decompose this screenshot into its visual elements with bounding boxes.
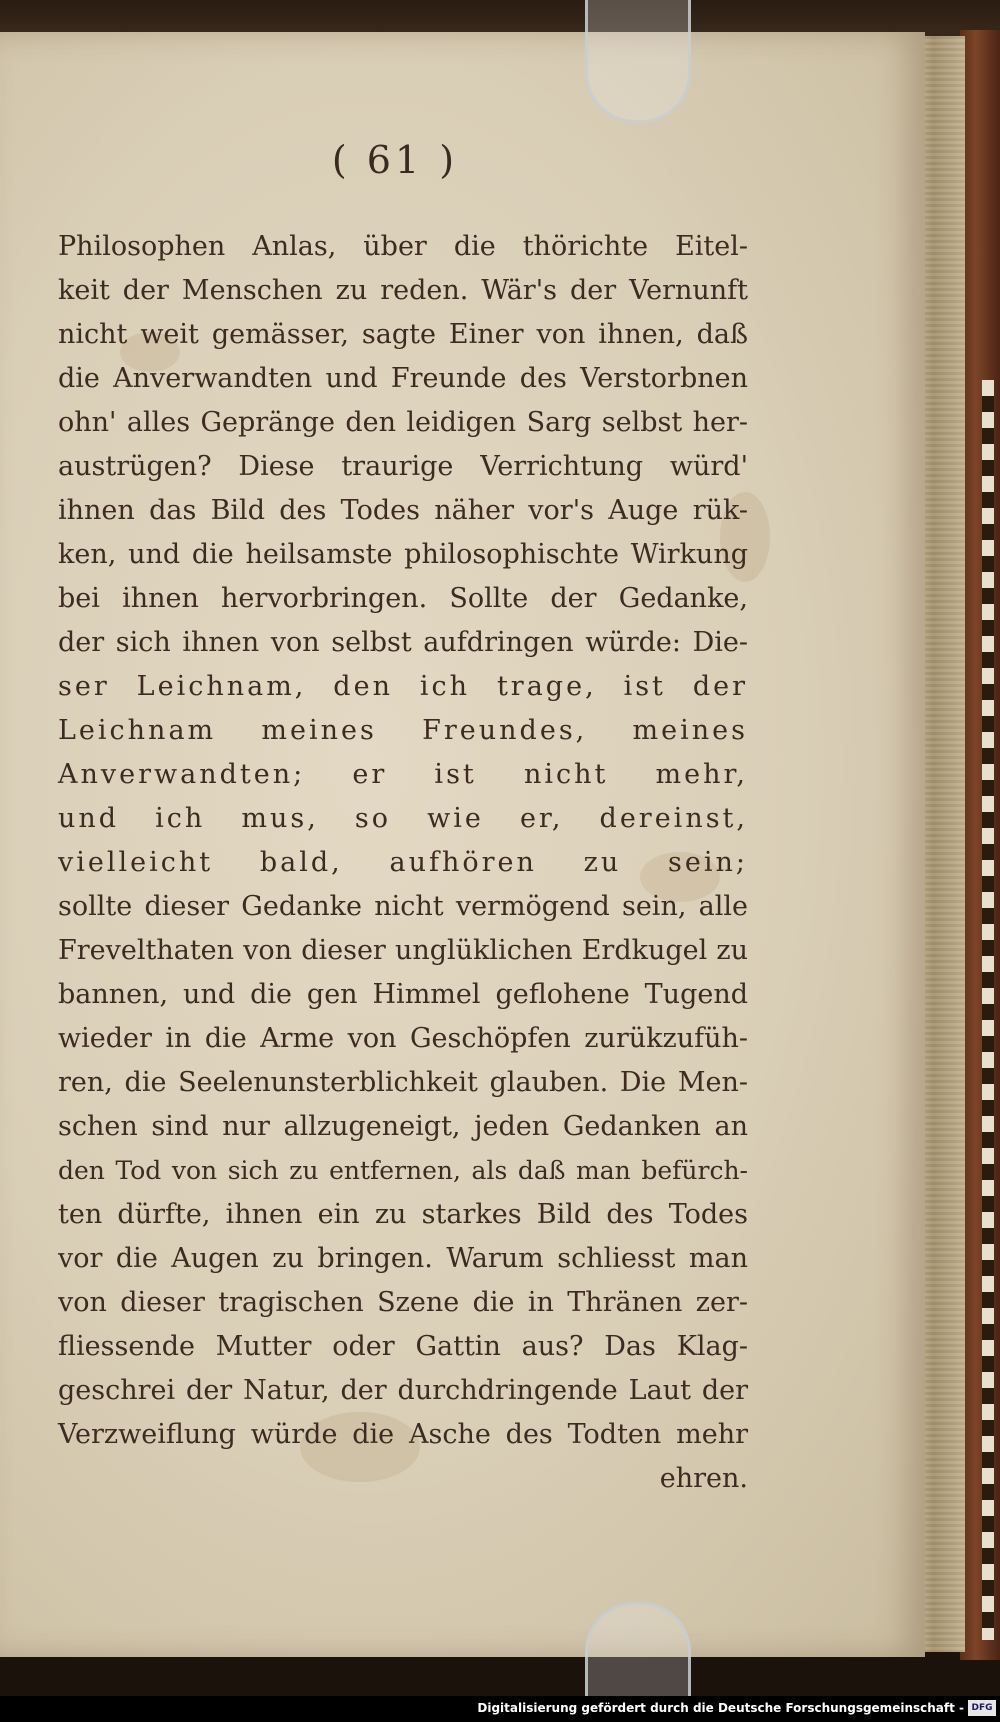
text-line: nicht weit gemässer, sagte Einer von ihnen, daß bbox=[58, 319, 748, 350]
text-line: geschrei der Natur, der durchdringende Laut der bbox=[58, 1375, 748, 1406]
text-line: ren, die Seelenunsterblichkeit glauben. Die Men- bbox=[58, 1067, 748, 1098]
text-line: Philosophen Anlas, über die thörichte Eitel- bbox=[58, 231, 748, 262]
text-line: die Anverwandten und Freunde des Verstorbnen bbox=[58, 363, 748, 394]
page-number: ( 61 ) bbox=[331, 138, 459, 182]
text-line: bei ihnen hervorbringen. Sollte der Gedanke, bbox=[58, 583, 748, 614]
dfg-logo: DFG bbox=[968, 1700, 996, 1716]
text-line: vor die Augen zu bringen. Warum schliesst man bbox=[58, 1243, 748, 1274]
text-line: fliessende Mutter oder Gattin aus? Das Klag- bbox=[58, 1331, 748, 1362]
text-line: austrügen? Diese traurige Verrichtung würd' bbox=[58, 451, 748, 482]
page-edge-markers bbox=[982, 380, 994, 1640]
page-clip-top bbox=[585, 0, 691, 123]
text-line: Frevelthaten von dieser unglüklichen Erdkugel zu bbox=[58, 935, 748, 966]
text-line-spaced: und ich mus, so wie er, dereinst, bbox=[58, 803, 748, 834]
text-line: der sich ihnen von selbst aufdringen würde: Die- bbox=[58, 627, 748, 658]
text-line-spaced: ser Leichnam, den ich trage, ist der bbox=[58, 671, 748, 702]
catchword: ehren. bbox=[659, 1463, 748, 1494]
text-line-spaced: Leichnam meines Freundes, meines bbox=[58, 715, 748, 746]
digitization-credit: Digitalisierung gefördert durch die Deutsche Forschungsgemeinschaft - bbox=[477, 1701, 964, 1715]
text-line: den Tod von sich zu entfernen, als daß man befürch- bbox=[58, 1156, 748, 1185]
book-cover-edge bbox=[960, 30, 1000, 1660]
text-line: keit der Menschen zu reden. Wär's der Vernunft bbox=[58, 275, 748, 306]
text-line: sollte dieser Gedanke nicht vermögend sein, alle bbox=[58, 891, 748, 922]
text-line: ihnen das Bild des Todes näher vor's Auge rük- bbox=[58, 495, 748, 526]
text-line: ken, und die heilsamste philosophischte Wirkung bbox=[58, 539, 748, 570]
text-line: ohn' alles Gepränge den leidigen Sarg selbst her- bbox=[58, 407, 748, 438]
body-text bbox=[58, 225, 748, 1501]
text-line: schen sind nur allzugeneigt, jeden Gedanken an bbox=[58, 1111, 748, 1142]
text-line: von dieser tragischen Szene die in Thränen zer- bbox=[58, 1287, 748, 1318]
text-line: Verzweiflung würde die Asche des Todten mehr bbox=[58, 1419, 748, 1450]
text-line-spaced: Anverwandten; er ist nicht mehr, bbox=[58, 759, 748, 790]
text-line: wieder in die Arme von Geschöpfen zurükzufüh- bbox=[58, 1023, 748, 1054]
text-line-spaced: vielleicht bald, aufhören zu sein; bbox=[58, 847, 748, 878]
text-line: ten dürfte, ihnen ein zu starkes Bild des Todes bbox=[58, 1199, 748, 1230]
text-line: bannen, und die gen Himmel geflohene Tugend bbox=[58, 979, 748, 1010]
